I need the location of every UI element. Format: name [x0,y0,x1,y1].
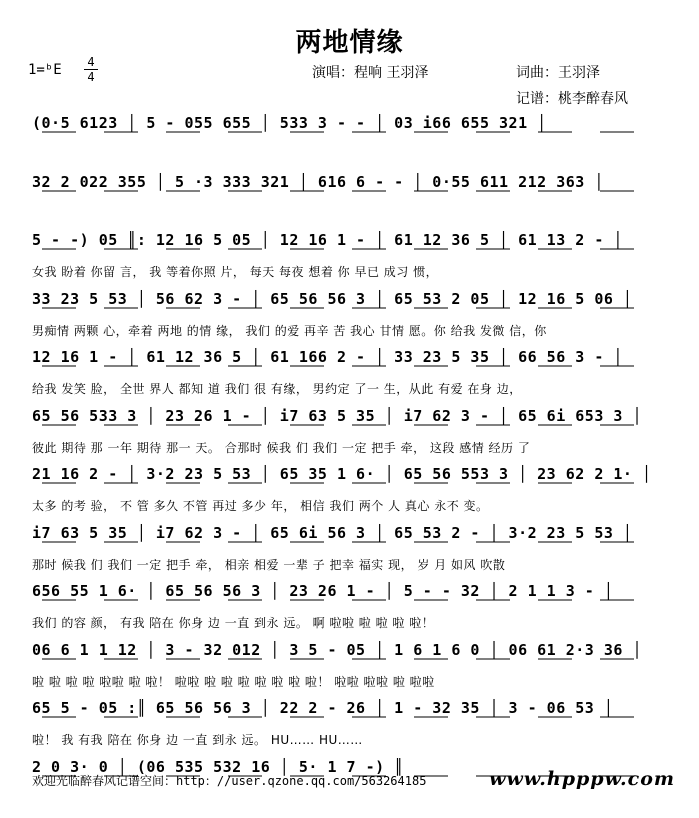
notes-line [32,578,662,606]
lyrics-line: 彼此 期待 那 一年 期待 那一 天。 合那时 候我 们 我们 一定 把手 牵， 这段 感情 经历 了 [32,440,531,455]
notes-line [32,520,662,548]
notes-line [32,344,662,372]
notes-line [32,286,662,314]
notes-text: 21 16 2 - │ 3·2 23 5 53 │ 65 35 1 6· │ 65 56 553 3 │ 23 62 2 1· │ [32,465,652,483]
singers-credit: 演唱：程响 王羽泽 [312,65,429,81]
lyrics-line: 啦 啦 啦 啦 啦啦 啦 啦！ 啦啦 啦 啦 啦 啦 啦 啦 啦！ 啦啦 啦啦 啦 啦啦 [32,674,435,689]
notes-text: 2 0 3· 0 │ (06 535 532 16 │ 5· 1 7 -) ║ [32,757,404,776]
meter-bottom: 4 [87,70,95,84]
score-row [0,403,699,467]
lyrics-line: 啦！ 我 有我 陪在 你身 边 一直 到永 远。 HU…… HU…… [32,733,363,747]
lyrics-line: 给我 发笑 脸， 全世 界人 都知 道 我们 很 有缘， 男约定 了一 生，从此 有爱 在身 边， [32,382,522,396]
score-row [0,637,699,701]
transcriber-credit: 记谱：桃李醉春风 [516,91,628,107]
score-row [0,461,699,525]
notes-text: 5 - -) 05 ║: 12 16 5 05 │ 12 16 1 - │ 61 12 36 5 │ 61 13 2 - │ [32,231,623,249]
notes-line [32,169,662,197]
site-watermark: www.hpppw.com [489,768,675,790]
notes-text: 12 16 1 - │ 61 12 36 5 │ 61 166 2 - │ 33 23 5 35 │ 66 56 3 - │ [32,348,623,366]
lyricist-credit: 词曲：王羽泽 [516,65,600,81]
lyrics-line: 男痴情 两颗 心，牵着 两地 的情 缘， 我们 的爱 再辛 苦 我心 甘情 愿。你 给我 发微 信，你 [32,323,547,338]
notes-text: 65 56 533 3 │ 23 26 1 - │ i7 63 5 35 │ i7 62 3 - │ 65 6i 653 3 │ [32,406,642,425]
key-signature: 1=ᵇE [28,62,62,78]
footer-text: 欢迎光临醉春风记谱空间：http：//user.qzone.qq.com/563264185 [32,774,427,788]
notes-text: (0·5 6123 │ 5 - 055 655 │ 533 3 - - │ 03 i66 655 321 │ [32,114,547,132]
meter-top: 4 [87,55,95,69]
notes-line [32,461,662,489]
score-row [0,344,699,408]
score-row [0,169,699,233]
score-row [0,227,699,291]
lyrics-line: 那时 候我 们 我们 一定 把手 牵， 相亲 相爱 一辈 子 把幸 福实 现， 岁 月 如风 吹散 [32,557,506,572]
notes-text: 656 55 1 6· │ 65 56 56 3 │ 23 26 1 - │ 5 - - 32 │ 2 1 1 3 - │ [32,582,614,600]
notes-line [32,695,662,723]
time-signature [84,56,98,83]
notes-line [32,637,662,665]
notes-line [32,227,662,255]
score-row [0,520,699,584]
notes-text: 06 6 1 1 12 │ 3 - 32 012 │ 3 5 - 05 │ 1 6 1 6 0 │ 06 61 2·3 36 │ [32,640,642,659]
score-row [0,695,699,759]
notes-text: 65 5 - 05 :║ 65 56 56 3 │ 22 2 - 26 │ 1 - 32 35 │ 3 - 06 53 │ [32,699,614,717]
notes-text: 32 2 022 355 │ 5 ·3 333 321 │ 616 6 - - │ 0·55 611 212 363 │ [32,172,604,191]
notes-text: 33 23 5 53 │ 56 62 3 - │ 65 56 56 3 │ 65 53 2 05 │ 12 16 5 06 │ [32,289,633,308]
notes-line [32,403,662,431]
notes-line [32,110,662,138]
lyrics-line: 我们 的容 颜， 有我 陪在 你身 边 一直 到永 远。 啊 啦啦 啦 啦 啦 啦！ [32,616,435,630]
lyrics-line: 女我 盼着 你留 言， 我 等着你照 片， 每天 每夜 想着 你 早已 成习 惯， [32,265,439,279]
score-row [0,286,699,350]
score-row [0,578,699,642]
song-title: 两地情缘 [295,28,404,58]
notes-text: i7 63 5 35 │ i7 62 3 - │ 65 6i 56 3 │ 65 53 2 - │ 3·2 23 5 53 │ [32,523,633,542]
score-row [0,110,699,174]
lyrics-line: 太多 的考 验， 不 管 多久 不管 再过 多少 年， 相信 我们 两个 人 真心 永不 变。 [32,499,489,513]
